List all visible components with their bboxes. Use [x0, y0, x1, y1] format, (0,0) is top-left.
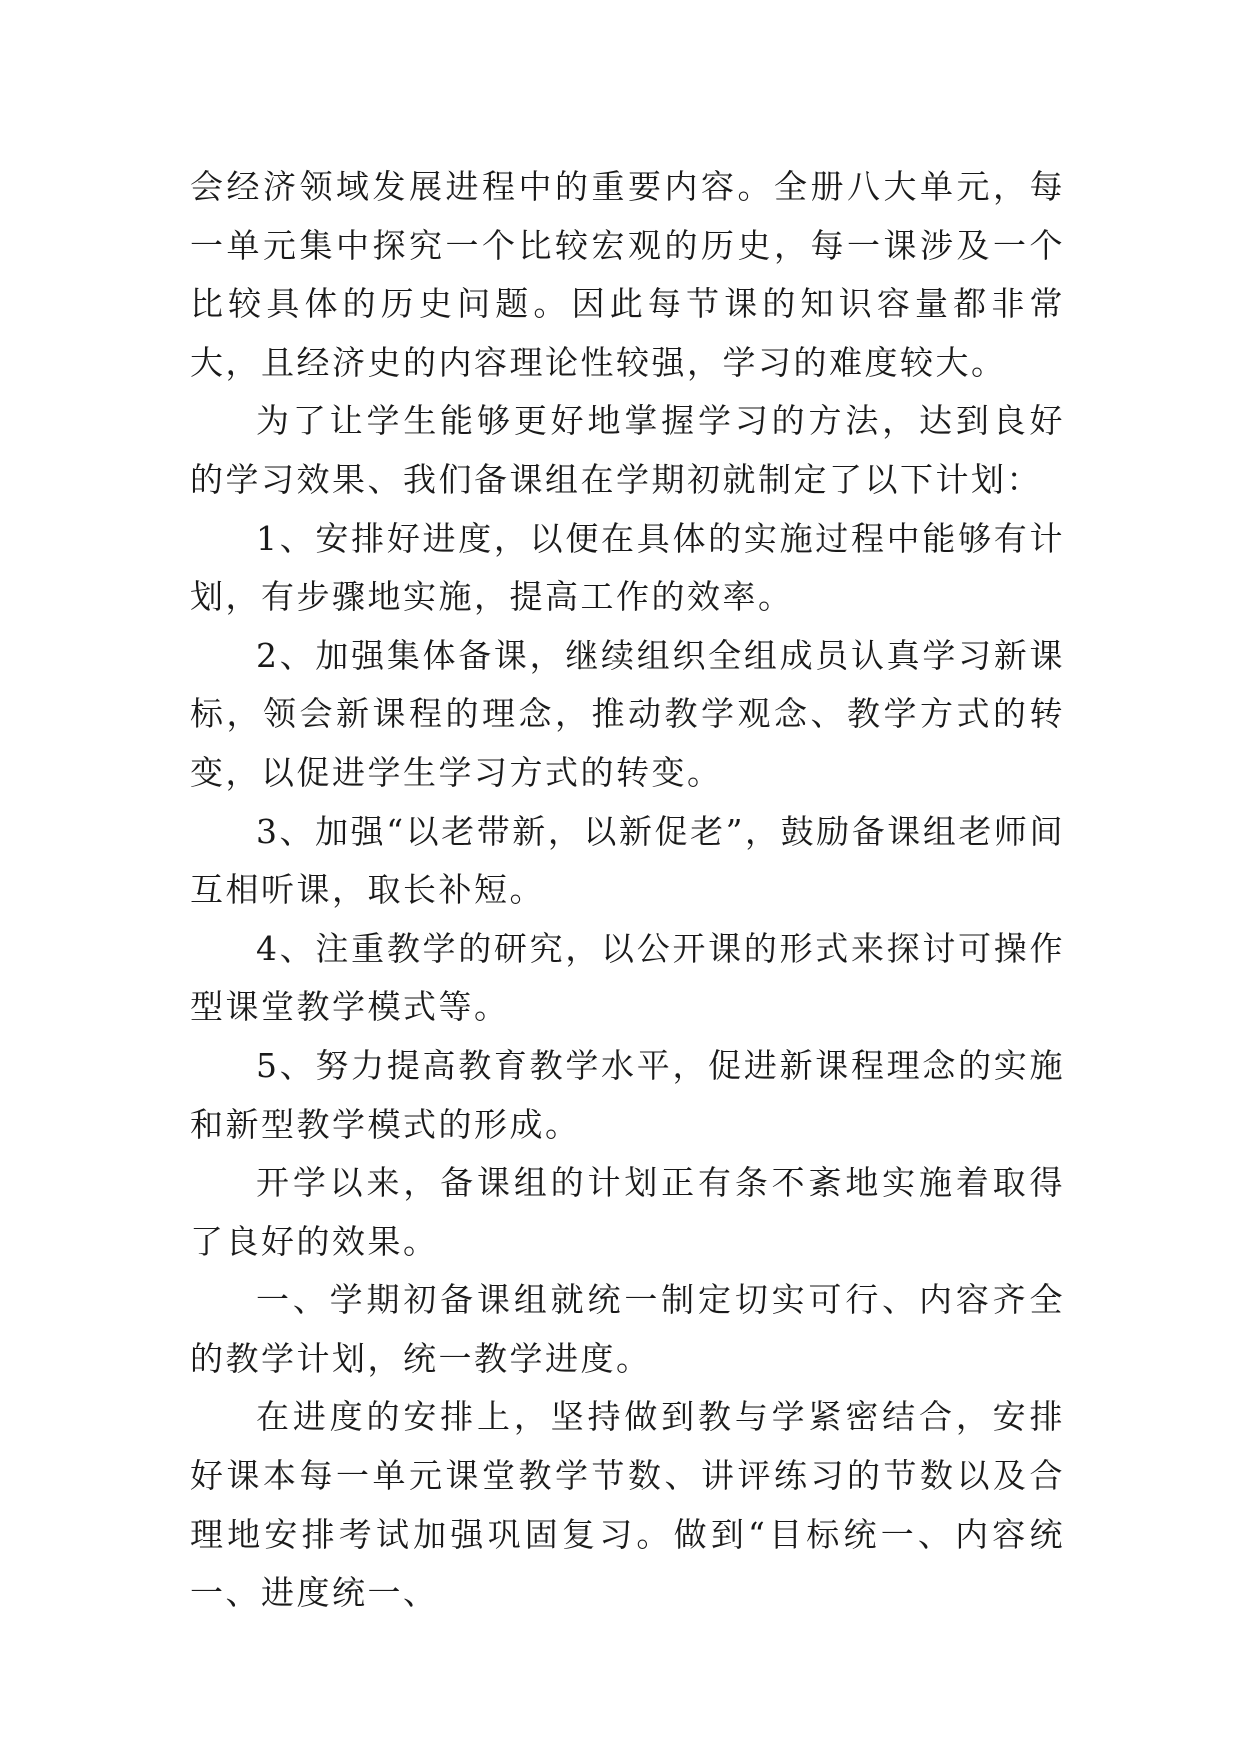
- paragraph-continuation: 会经济领域发展进程中的重要内容。全册八大单元，每一单元集中探究一个比较宏观的历史，每一课涉及一个比较具体的历史问题。因此每节课的知识容量都非常大，且经济史的内容理论性较强，学习的难度较大。: [190, 167, 1065, 382]
- paragraph-plan-item-2: 2、加强集体备课，继续组织全组成员认真学习新课标，领会新课程的理念，推动教学观念、教学方式的转变，以促进学生学习方式的转变。: [190, 635, 1065, 792]
- paragraph-plan-item-1: 1、安排好进度，以便在具体的实施过程中能够有计划，有步骤地实施，提高工作的效率。: [190, 518, 1065, 617]
- paragraph-plan-item-4: 4、注重教学的研究，以公开课的形式来探讨可操作型课堂教学模式等。: [190, 928, 1065, 1027]
- paragraph-section-one: 一、学期初备课组就统一制定切实可行、内容齐全的教学计划，统一教学进度。: [190, 1280, 1065, 1378]
- paragraph-plan-intro: 为了让学生能够更好地掌握学习的方法，达到良好的学习效果、我们备课组在学期初就制定了以下计划：: [190, 401, 1065, 499]
- paragraph-progress: 开学以来，备课组的计划正有条不紊地实施着取得了良好的效果。: [190, 1163, 1065, 1261]
- paragraph-plan-item-5: 5、努力提高教育教学水平，促进新课程理念的实施和新型教学模式的形成。: [190, 1045, 1065, 1144]
- document-body: [190, 158, 1065, 1623]
- paragraph-schedule: 在进度的安排上，坚持做到教与学紧密结合，安排好课本每一单元课堂教学节数、讲评练习的节数以及合理地安排考试加强巩固复习。做到“目标统一、内容统一、进度统一、: [190, 1397, 1065, 1613]
- paragraph-plan-item-3: 3、加强“以老带新，以新促老”，鼓励备课组老师间互相听课，取长补短。: [190, 811, 1065, 910]
